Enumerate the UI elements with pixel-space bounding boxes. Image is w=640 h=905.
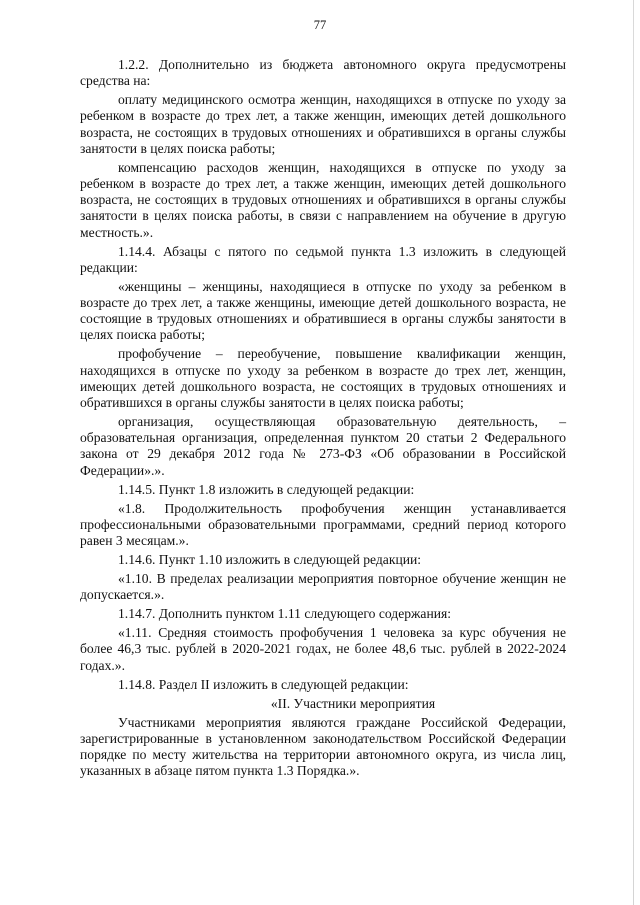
paragraph-women-definition: «женщины – женщины, находящиеся в отпуске по уходу за ребенком в возрасте до трех лет, а также женщины, имеющие детей дошкольного возраста, не состоящие в трудовых отношениях и обратившиеся в органы службы занятости в целях поиска работы; [80,278,566,343]
paragraph-training-definition: профобучение – переобучение, повышение квалификации женщин, находящихся в отпуске по уходу за ребенком в возрасте до трех лет, женщин, имеющих детей дошкольного возраста, не состоящих в трудовых отношениях и обратившихся в органы службы занятости в целях поиска работы; [80,346,566,411]
page-number: 77 [313,18,327,32]
paragraph-medical-exam: оплату медицинского осмотра женщин, находящихся в отпуске по уходу за ребенком в возрасте до трех лет, а также женщин, имеющих детей дошкольного возраста, не состоящих в трудовых отношениях и обратившихся в органы службы занятости в целях поиска работы; [80,92,566,156]
paragraph-1-14-6: 1.14.6. Пункт 1.10 изложить в следующей редакции: [118,552,422,568]
paragraph-compensation: компенсацию расходов женщин, находящихся в отпуске по уходу за ребенком в возрасте до трех лет, а также женщин, имеющих детей дошкольного возраста, не состоящих в трудовых отношениях и обратившихся в органы службы занятости в целях поиска работы, в связи с направлением на обучение в другую местность.». [80,159,566,240]
paragraph-1-2-2: 1.2.2. Дополнительно из бюджета автономного округа предусмотрены средства на: [80,57,566,89]
scan-edge [633,0,634,905]
paragraph-1-14-7: 1.14.7. Дополнить пунктом 1.11 следующего содержания: [118,606,452,622]
paragraph-1-14-5: 1.14.5. Пункт 1.8 изложить в следующей редакции: [118,481,415,497]
paragraph-organization-definition: организация, осуществляющая образовательную деятельность, – образовательная организация, определенная пунктом 20 статьи 2 Федерального закона от 29 декабря 2012 года № 273-ФЗ «Об образовании в Российской Федерации».». [80,414,566,478]
paragraph-1-14-8: 1.14.8. Раздел II изложить в следующей редакции: [118,676,409,692]
paragraph-1-8: «1.8. Продолжительность профобучения женщин устанавливается профессиональными образовательными программами, средний период которого равен 3 месяцам.». [80,500,566,549]
paragraph-1-14-4: 1.14.4. Абзацы с пятого по седьмой пункта 1.3 изложить в следующей редакции: [80,243,566,275]
paragraph-1-10: «1.10. В пределах реализации мероприятия повторное обучение женщин не допускается.». [80,571,566,603]
paragraph-participants: Участниками мероприятия являются граждане Российской Федерации, зарегистрированные в установленном законодательством Российской Федерации порядке по месту жительства на территории автономного округа, из числа лиц, указанных в абзаце пятом пункта 1.3 Порядка.». [80,714,566,779]
document-body [80,57,566,782]
section-heading: «II. Участники мероприятия [270,695,436,711]
paragraph-1-11: «1.11. Средняя стоимость профобучения 1 человека за курс обучения не более 46,3 тыс. рублей в 2020-2021 годах, не более 48,6 тыс. рублей в 2022-2024 годах.». [80,625,566,673]
